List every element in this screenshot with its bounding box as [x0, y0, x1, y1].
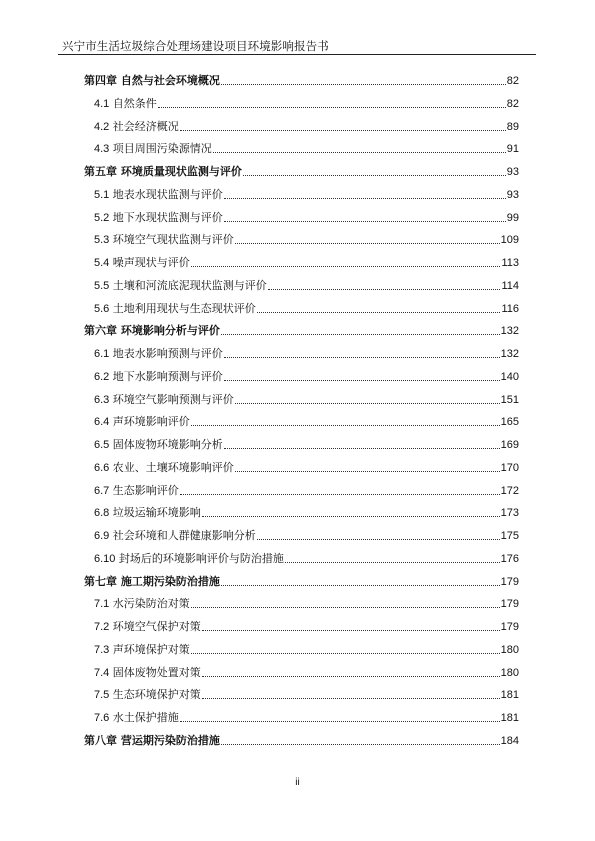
toc-entry-page: 116: [501, 302, 519, 315]
toc-chapter-entry[interactable]: [84, 318, 519, 338]
toc-entry-title: [94, 461, 234, 475]
toc-entry-text: 水土保护措施: [112, 711, 179, 724]
toc-section-entry[interactable]: [94, 409, 519, 429]
toc-entry-page: 165: [500, 416, 519, 429]
toc-entry-page: 99: [506, 211, 519, 224]
dot-leader: [158, 107, 506, 108]
dot-leader: [191, 607, 500, 608]
toc-section-entry[interactable]: [94, 341, 519, 361]
toc-entry-number: 7.6: [94, 712, 110, 724]
page-number: ii: [295, 777, 300, 788]
toc-section-entry[interactable]: [94, 591, 519, 611]
toc-entry-title: [94, 666, 201, 680]
toc-entry-text: 地下水现状监测与评价: [112, 210, 223, 224]
toc-section-entry[interactable]: [94, 637, 519, 657]
toc-entry-page: 179: [500, 621, 519, 633]
toc-chapter-entry[interactable]: [84, 159, 519, 179]
toc-chapter-entry[interactable]: [84, 728, 519, 748]
toc-entry-number: 4.3: [94, 143, 110, 156]
dot-leader: [224, 380, 500, 381]
dot-leader: [235, 471, 500, 472]
toc-entry-page: 151: [500, 393, 519, 406]
toc-entry-title: [94, 302, 256, 316]
toc-entry-text: 噪声现状与评价: [112, 256, 190, 269]
dot-leader: [191, 653, 500, 654]
toc-entry-page: 172: [500, 484, 519, 497]
toc-section-entry[interactable]: [94, 273, 519, 293]
toc-entry-number: 6.8: [94, 507, 110, 520]
toc-section-entry[interactable]: [94, 364, 519, 384]
toc-entry-text: 土地利用现状与生态现状评价: [112, 301, 256, 315]
toc-entry-title: [94, 438, 223, 452]
dot-leader: [180, 721, 500, 722]
dot-leader: [235, 403, 500, 404]
dot-leader: [213, 152, 506, 153]
toc-section-entry[interactable]: [94, 250, 519, 270]
toc-entry-title: [94, 370, 223, 384]
toc-entry-title: [94, 620, 201, 634]
dot-leader: [224, 448, 500, 449]
toc-entry-title: [94, 484, 179, 498]
toc-entry-title: [94, 552, 284, 566]
toc-chapter-entry[interactable]: [84, 68, 519, 88]
toc-entry-number: 5.3: [94, 234, 110, 247]
toc-entry-text: 地表水影响预测与评价: [112, 347, 223, 360]
toc-entry-text: 社会经济概况: [112, 119, 179, 133]
toc-section-entry[interactable]: [94, 455, 519, 475]
dot-leader: [180, 130, 506, 131]
toc-entry-title: [94, 142, 212, 156]
toc-entry-page: 82: [506, 97, 519, 110]
toc-entry-text: 生态环境保护对策: [112, 688, 201, 702]
toc-entry-page: 170: [500, 461, 519, 474]
running-header: 兴宁市生活垃圾综合处理场建设项目环境影响报告书: [62, 39, 329, 53]
toc-entry-text: 固体废物处置对策: [112, 665, 201, 679]
toc-section-entry[interactable]: [94, 500, 519, 520]
toc-entry-number: 6.2: [94, 370, 110, 383]
toc-entry-number: 4.1: [94, 97, 110, 110]
toc-entry-title: [84, 734, 220, 748]
toc-entry-title: [84, 165, 242, 179]
toc-entry-text: 项目周围污染源情况: [112, 142, 212, 156]
dot-leader: [221, 744, 500, 745]
toc-entry-page: 180: [500, 643, 519, 656]
toc-entry-page: 91: [506, 143, 519, 156]
toc-entry-text: 环境空气保护对策: [112, 620, 201, 633]
toc-entry-page: 89: [506, 120, 519, 133]
toc-entry-title: [94, 688, 201, 702]
toc-section-entry[interactable]: [94, 91, 519, 111]
toc-entry-text: 环境空气现状监测与评价: [112, 233, 234, 247]
toc-entry-text: 土壤和河流底泥现状监测与评价: [112, 278, 267, 292]
dot-leader: [235, 243, 500, 244]
toc-section-entry[interactable]: [94, 523, 519, 543]
toc-entry-page: 184: [500, 734, 519, 747]
toc-entry-number: 7.3: [94, 643, 110, 656]
toc-entry-page: 113: [501, 257, 519, 269]
toc-entry-number: 6.7: [94, 484, 110, 497]
toc-section-entry[interactable]: [94, 614, 519, 634]
toc-entry-number: 6.4: [94, 416, 110, 429]
dot-leader: [257, 312, 501, 313]
toc-entry-page: 173: [500, 507, 519, 520]
toc-entry-number: 6.6: [94, 461, 110, 474]
dot-leader: [224, 198, 506, 199]
toc-section-entry[interactable]: [94, 136, 519, 156]
toc-entry-text: 第七章 施工期污染防治措施: [84, 574, 220, 588]
dot-leader: [224, 357, 500, 358]
toc-entry-title: [94, 506, 201, 520]
toc-entry-number: 4.2: [94, 120, 110, 133]
toc-entry-text: 第六章 环境影响分析与评价: [84, 324, 220, 338]
toc-section-entry[interactable]: [94, 296, 519, 316]
toc-section-entry[interactable]: [94, 546, 519, 566]
toc-entry-page: 181: [500, 712, 519, 724]
dot-leader: [180, 494, 500, 495]
toc-entry-page: 132: [500, 348, 519, 360]
toc-entry-title: [94, 188, 223, 202]
toc-entry-text: 地表水现状监测与评价: [112, 187, 223, 201]
toc-entry-page: 140: [500, 370, 519, 383]
toc-entry-number: 6.10: [94, 552, 116, 565]
toc-entry-number: 7.4: [94, 666, 110, 679]
toc-entry-text: 第四章 自然与社会环境概况: [84, 74, 220, 87]
toc-section-entry[interactable]: [94, 705, 519, 725]
toc-entry-text: 声环境保护对策: [112, 642, 190, 656]
toc-entry-number: 7.1: [94, 598, 110, 611]
toc-entry-page: 109: [500, 234, 519, 247]
toc-entry-page: 93: [506, 188, 519, 201]
toc-entry-text: 固体废物环境影响分析: [112, 438, 223, 451]
toc-entry-page: 114: [501, 279, 519, 292]
toc-section-entry[interactable]: [94, 682, 519, 702]
toc-entry-page: 175: [500, 530, 519, 542]
toc-entry-title: [94, 393, 234, 407]
toc-entry-number: 6.3: [94, 393, 110, 406]
toc-entry-title: [84, 575, 220, 589]
toc-entry-text: 第五章 环境质量现状监测与评价: [84, 165, 242, 178]
toc-section-entry[interactable]: [94, 205, 519, 225]
toc-entry-title: [94, 643, 190, 657]
dot-leader: [257, 539, 500, 540]
dot-leader: [191, 266, 501, 267]
toc-entry-number: 7.2: [94, 621, 110, 633]
dot-leader: [243, 175, 506, 176]
toc-entry-page: 169: [500, 439, 519, 451]
toc-entry-title: [94, 97, 157, 111]
toc-section-entry[interactable]: [94, 478, 519, 498]
toc-entry-text: 生态影响评价: [112, 483, 179, 497]
toc-entry-title: [94, 347, 223, 361]
toc-section-entry[interactable]: [94, 432, 519, 452]
toc-entry-page: 180: [500, 666, 519, 679]
toc-entry-number: 5.6: [94, 302, 110, 315]
toc-section-entry[interactable]: [94, 114, 519, 134]
toc-entry-number: 6.9: [94, 530, 110, 542]
header-rule: [58, 54, 536, 55]
toc-entry-page: 179: [500, 575, 519, 588]
dot-leader: [202, 698, 500, 699]
toc-entry-page: 82: [506, 75, 519, 87]
toc-entry-number: 5.4: [94, 257, 110, 269]
dot-leader: [221, 334, 500, 335]
dot-leader: [224, 221, 506, 222]
toc-entry-text: 声环境影响评价: [112, 415, 190, 429]
toc-section-entry[interactable]: [94, 660, 519, 680]
toc-entry-text: 封场后的环境影响评价与防治措施: [118, 551, 284, 565]
toc-entry-text: 环境空气影响预测与评价: [112, 392, 234, 406]
toc-entry-title: [94, 597, 190, 611]
toc-entry-number: 5.2: [94, 211, 110, 224]
toc-entry-number: 6.5: [94, 439, 110, 451]
dot-leader: [221, 585, 500, 586]
dot-leader: [268, 289, 501, 290]
toc-entry-text: 社会环境和人群健康影响分析: [112, 529, 256, 542]
toc-section-entry[interactable]: [94, 387, 519, 407]
dot-leader: [191, 425, 500, 426]
toc-entry-number: 7.5: [94, 689, 110, 702]
toc-entry-text: 垃圾运输环境影响: [112, 506, 201, 520]
dot-leader: [202, 630, 500, 631]
toc-entry-text: 第八章 营运期污染防治措施: [84, 733, 220, 747]
toc-entry-page: 181: [500, 689, 519, 702]
toc-entry-title: [94, 256, 190, 270]
toc-entry-title: [84, 324, 220, 338]
toc-entry-title: [94, 120, 179, 134]
toc-entry-number: 6.1: [94, 348, 110, 360]
toc-entry-title: [94, 529, 256, 543]
toc-section-entry[interactable]: [94, 227, 519, 247]
toc-entry-page: 176: [500, 552, 519, 565]
toc-entry-title: [94, 415, 190, 429]
toc-entry-title: [94, 711, 179, 725]
toc-entry-text: 农业、土壤环境影响评价: [112, 460, 234, 474]
toc-entry-title: [94, 233, 234, 247]
dot-leader: [202, 516, 500, 517]
toc-entry-text: 水污染防治对策: [112, 597, 190, 611]
toc-entry-page: 93: [506, 166, 519, 178]
toc-entry-title: [84, 74, 220, 88]
toc-entry-text: 自然条件: [112, 96, 157, 110]
toc-entry-title: [94, 211, 223, 225]
toc-chapter-entry[interactable]: [84, 569, 519, 589]
dot-leader: [221, 84, 506, 85]
dot-leader: [285, 562, 500, 563]
toc-entry-number: 5.1: [94, 188, 110, 201]
toc-entry-page: 179: [500, 598, 519, 611]
toc-entry-number: 5.5: [94, 279, 110, 292]
toc-entry-page: 132: [500, 325, 519, 338]
toc-entry-title: [94, 279, 267, 293]
toc-entry-text: 地下水影响预测与评价: [112, 369, 223, 383]
toc-section-entry[interactable]: [94, 182, 519, 202]
dot-leader: [202, 676, 500, 677]
